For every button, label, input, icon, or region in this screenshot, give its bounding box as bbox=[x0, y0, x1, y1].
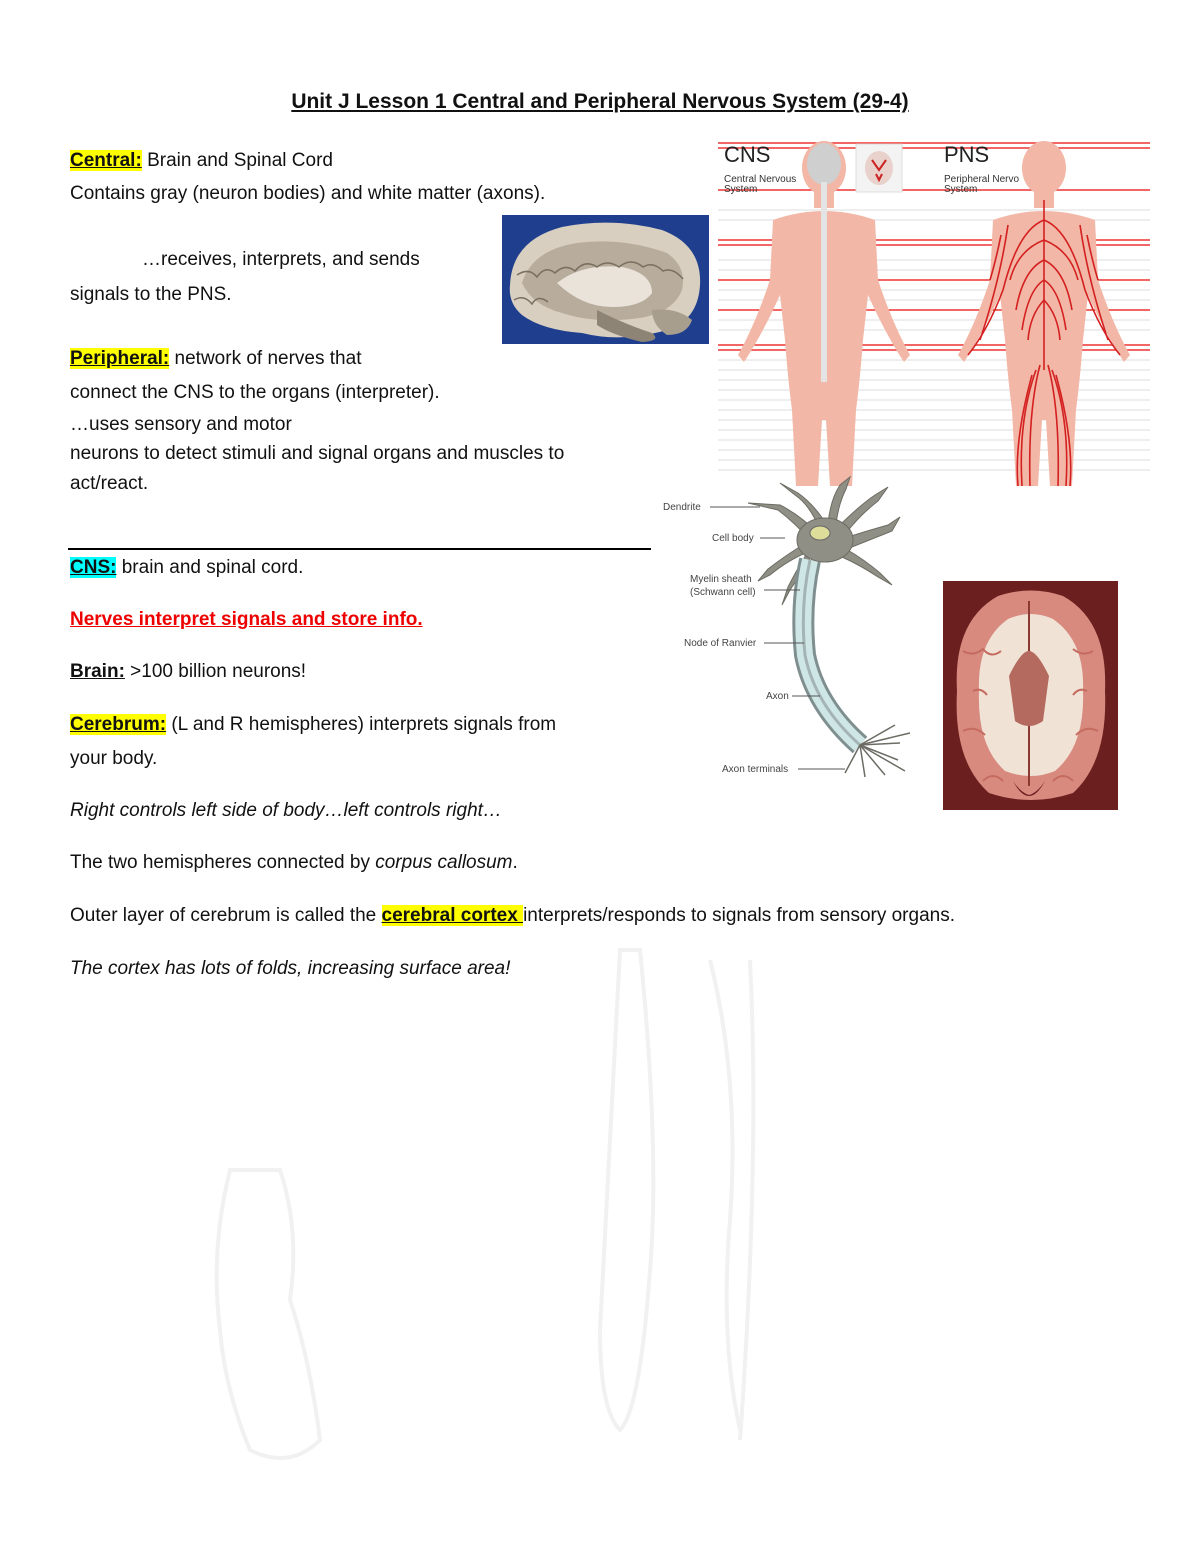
cns-figure-sub-2: System bbox=[724, 184, 758, 195]
cerebrum-line bbox=[70, 713, 556, 737]
brain-label: Brain: bbox=[70, 661, 125, 682]
cerebrum-label: Cerebrum: bbox=[70, 714, 167, 735]
peripheral-label: Peripheral: bbox=[70, 348, 170, 369]
label-cell-body: Cell body bbox=[712, 533, 754, 544]
central-text: Brain and Spinal Cord bbox=[141, 150, 333, 171]
folds-line: The cortex has lots of folds, increasing surface area! bbox=[70, 958, 511, 979]
pns-figure-title: PNS bbox=[944, 142, 990, 167]
central-label: Central: bbox=[70, 150, 142, 171]
brain-sagittal-photo bbox=[502, 215, 709, 344]
cns-text: brain and spinal cord. bbox=[116, 557, 304, 578]
cns-figure-title: CNS bbox=[724, 142, 771, 167]
peripheral-text: network of nerves that bbox=[169, 348, 362, 369]
pns-figure-sub-2: System bbox=[944, 184, 978, 195]
label-myelin-sheath: Myelin sheath bbox=[690, 574, 752, 585]
brain-horizontal-section-photo bbox=[943, 581, 1118, 810]
right-controls-line: Right controls left side of body…left controls right… bbox=[70, 800, 502, 821]
cortex-suffix: interprets/responds to signals from sensory organs. bbox=[523, 905, 955, 926]
nerves-note-text: Nerves interpret signals and store info. bbox=[70, 609, 423, 630]
cns-line bbox=[70, 556, 303, 580]
cns-figure-sub-1: Central Nervous bbox=[724, 174, 797, 185]
peripheral-line-3: …uses sensory and motor bbox=[70, 414, 292, 435]
label-axon-terminals: Axon terminals bbox=[722, 764, 789, 775]
central-line bbox=[70, 149, 333, 173]
peripheral-line bbox=[70, 347, 361, 371]
central-line-3: …receives, interprets, and sends bbox=[142, 249, 420, 270]
nerves-note bbox=[70, 608, 423, 632]
label-schwann-cell: (Schwann cell) bbox=[690, 587, 756, 598]
pns-figure-sub-1: Peripheral Nervo bbox=[944, 174, 1020, 185]
brain-text: >100 billion neurons! bbox=[124, 661, 307, 682]
cerebral-cortex-term: cerebral cortex bbox=[381, 905, 524, 926]
corpus-callosum-term: corpus callosum bbox=[375, 852, 513, 873]
central-line-4: signals to the PNS. bbox=[70, 284, 232, 305]
cortex-prefix: Outer layer of cerebrum is called the bbox=[70, 905, 382, 926]
cerebrum-line-2: your body. bbox=[70, 748, 158, 769]
section-divider bbox=[68, 548, 651, 550]
cns-pns-body-figure bbox=[718, 140, 1150, 486]
cortex-line bbox=[70, 904, 955, 928]
cerebrum-text: (L and R hemispheres) interprets signals from bbox=[166, 714, 557, 735]
peripheral-line-2: connect the CNS to the organs (interpreter). bbox=[70, 382, 440, 403]
page-title: Unit J Lesson 1 Central and Peripheral Nervous System (29-4) bbox=[291, 90, 909, 113]
peripheral-line-4: neurons to detect stimuli and signal organs and muscles to bbox=[70, 443, 565, 464]
central-line-2: Contains gray (neuron bodies) and white matter (axons). bbox=[70, 183, 546, 204]
peripheral-line-5: act/react. bbox=[70, 473, 149, 494]
neuron-diagram bbox=[660, 475, 922, 785]
hemispheres-suffix: . bbox=[512, 852, 518, 873]
hemispheres-line bbox=[70, 851, 518, 875]
cns-label: CNS: bbox=[70, 557, 117, 578]
brain-line bbox=[70, 660, 306, 684]
label-node-of-ranvier: Node of Ranvier bbox=[684, 638, 757, 649]
hemispheres-prefix: The two hemispheres connected by bbox=[70, 852, 376, 873]
label-axon: Axon bbox=[766, 691, 789, 702]
label-dendrite: Dendrite bbox=[663, 502, 701, 513]
